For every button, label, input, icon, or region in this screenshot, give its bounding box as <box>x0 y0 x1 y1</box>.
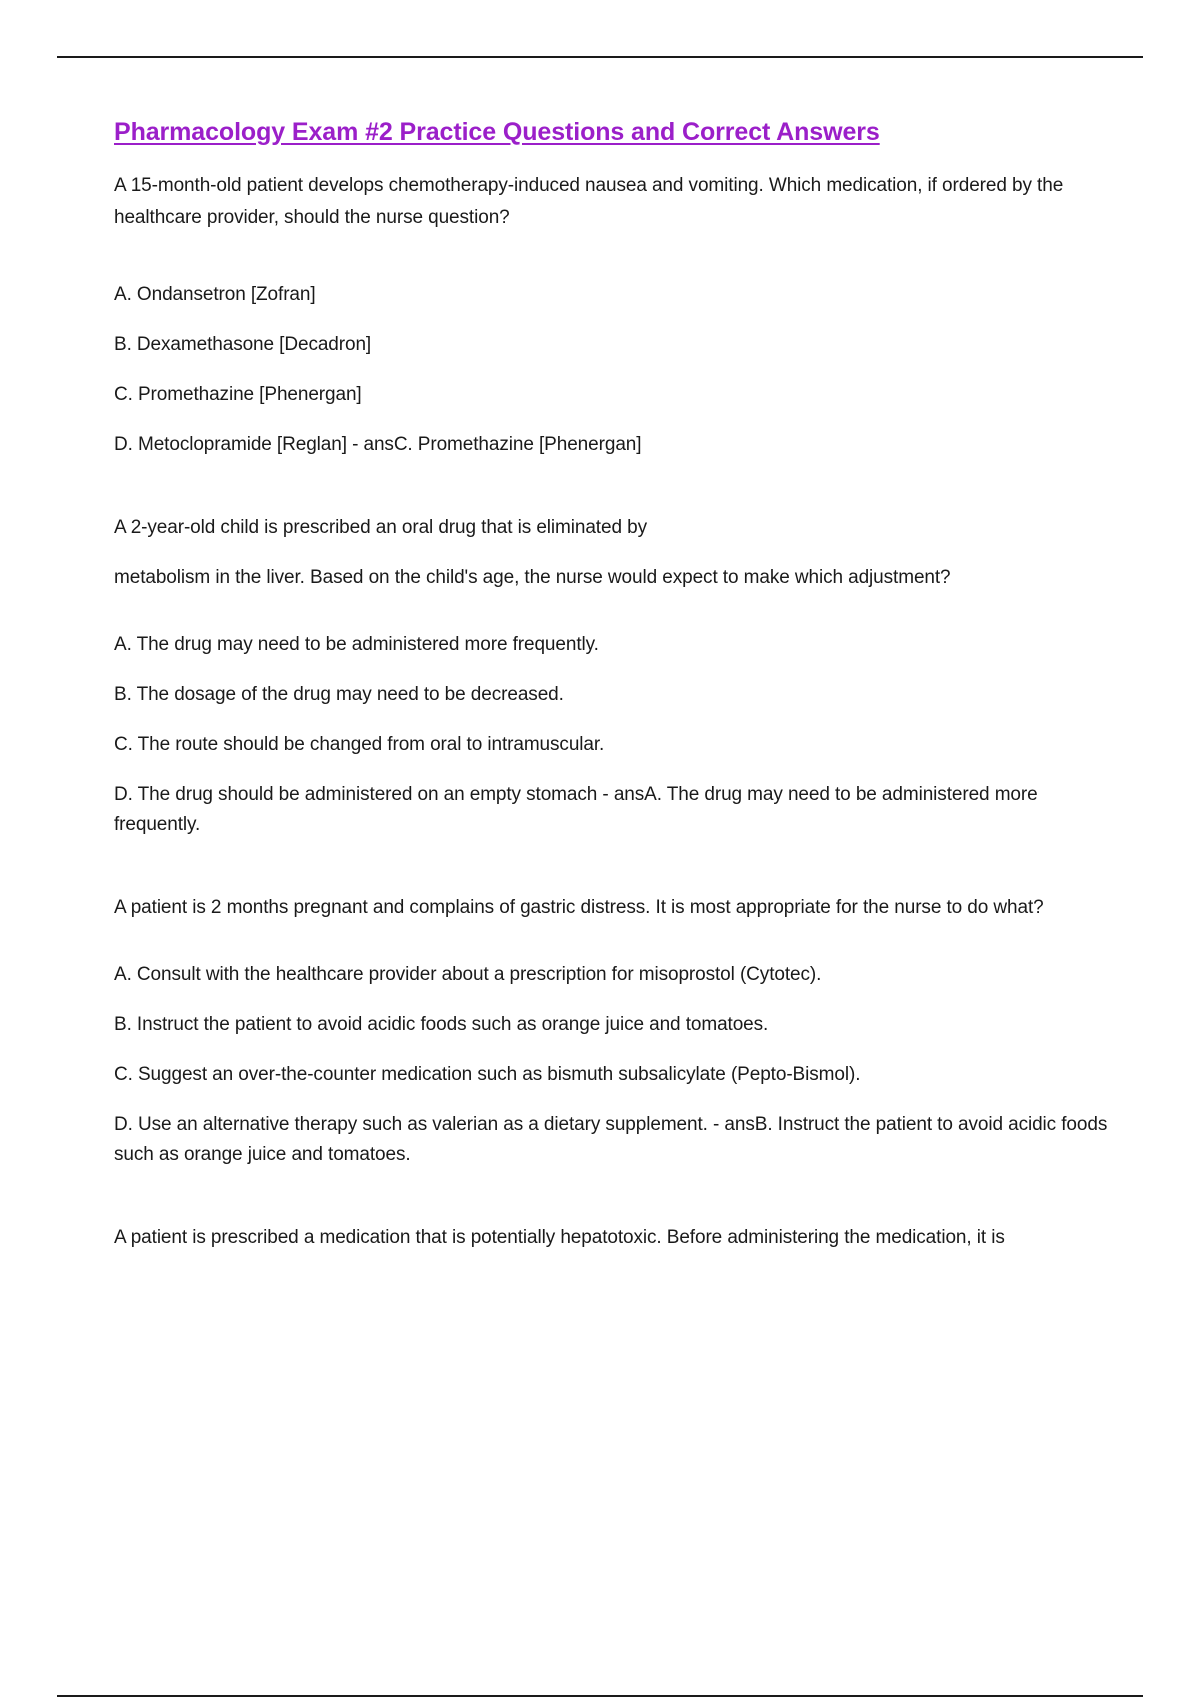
bottom-rule <box>57 1695 1143 1697</box>
answer-option-c: C. Suggest an over-the-counter medication such as bismuth subsalicylate (Pepto-Bismol). <box>114 1064 861 1085</box>
question-4 <box>114 1222 1110 1254</box>
question-stem: A 15-month-old patient develops chemotherapy-induced nausea and vomiting. Which medication, if ordered by the healthcare provider, should the nurse question? <box>114 175 1064 228</box>
answer-options <box>114 630 1110 840</box>
question-2 <box>114 512 1110 840</box>
question-stem: A patient is 2 months pregnant and complains of gastric distress. It is most appropriate for the nurse to do what? <box>114 897 1044 918</box>
answer-option-b: B. Dexamethasone [Decadron] <box>114 334 372 355</box>
document-page <box>114 112 1110 1306</box>
answer-option-d: D. The drug should be administered on an empty stomach - ansA. The drug may need to be administered more frequently. <box>114 784 1038 835</box>
question-1 <box>114 170 1110 460</box>
question-3 <box>114 892 1110 1170</box>
answer-options <box>114 960 1110 1170</box>
answer-option-d: D. Use an alternative therapy such as valerian as a dietary supplement. - ansB. Instruct the patient to avoid acidic foods such as orange juice and tomatoes. <box>114 1114 1108 1165</box>
question-stem: A patient is prescribed a medication that is potentially hepatotoxic. Before administering the medication, it is <box>114 1227 1005 1248</box>
answer-option-c: C. Promethazine [Phenergan] <box>114 384 362 405</box>
answer-option-a: A. Ondansetron [Zofran] <box>114 284 316 305</box>
document-title: Pharmacology Exam #2 Practice Questions and Correct Answers <box>114 118 880 146</box>
answer-options <box>114 280 1110 460</box>
answer-option-a: A. The drug may need to be administered more frequently. <box>114 634 599 655</box>
answer-option-c: C. The route should be changed from oral to intramuscular. <box>114 734 605 755</box>
answer-option-b: B. The dosage of the drug may need to be decreased. <box>114 684 564 705</box>
answer-option-d: D. Metoclopramide [Reglan] - ansC. Promethazine [Phenergan] <box>114 434 642 455</box>
answer-option-a: A. Consult with the healthcare provider about a prescription for misoprostol (Cytotec). <box>114 964 822 985</box>
question-stem-line-1: A 2-year-old child is prescribed an oral drug that is eliminated by <box>114 517 647 538</box>
answer-option-b: B. Instruct the patient to avoid acidic foods such as orange juice and tomatoes. <box>114 1014 769 1035</box>
question-stem-line-2: metabolism in the liver. Based on the child's age, the nurse would expect to make which adjustment? <box>114 567 951 588</box>
top-rule <box>57 56 1143 58</box>
